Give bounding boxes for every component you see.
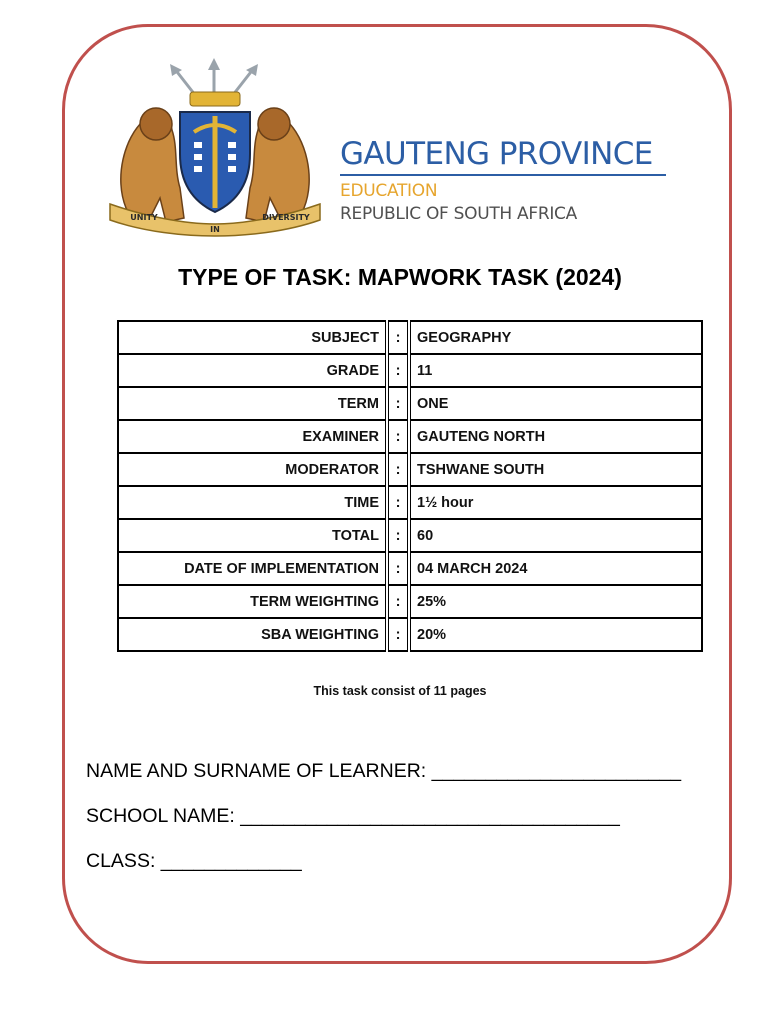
table-row <box>118 618 702 651</box>
row-separator: : <box>387 387 409 420</box>
table-row <box>118 387 702 420</box>
task-title: TYPE OF TASK: MAPWORK TASK (2024) <box>178 264 622 290</box>
row-label: TOTAL <box>118 519 387 552</box>
table-row <box>118 486 702 519</box>
province-name: GAUTENG PROVINCE <box>340 136 653 172</box>
row-label: TERM <box>118 387 387 420</box>
table-row <box>118 585 702 618</box>
row-separator: : <box>387 453 409 486</box>
department-name: EDUCATION <box>340 181 438 201</box>
row-value: ONE <box>409 387 702 420</box>
row-label: GRADE <box>118 354 387 387</box>
row-label: MODERATOR <box>118 453 387 486</box>
country-name: REPUBLIC OF SOUTH AFRICA <box>340 204 577 224</box>
brand-divider <box>340 174 666 176</box>
row-label: TIME <box>118 486 387 519</box>
task-info-table <box>117 320 703 652</box>
row-value: TSHWANE SOUTH <box>409 453 702 486</box>
row-label: DATE OF IMPLEMENTATION <box>118 552 387 585</box>
school-name-field[interactable]: SCHOOL NAME: ___________________________________ <box>86 805 620 827</box>
coat-of-arms-logo <box>104 58 326 238</box>
department-brand <box>340 136 666 224</box>
row-label: EXAMINER <box>118 420 387 453</box>
row-separator: : <box>387 420 409 453</box>
row-separator: : <box>387 552 409 585</box>
table-row <box>118 321 702 354</box>
page-count-note: This task consist of 11 pages <box>313 684 487 698</box>
row-label: TERM WEIGHTING <box>118 585 387 618</box>
row-separator: : <box>387 486 409 519</box>
table-row <box>118 552 702 585</box>
row-label: SUBJECT <box>118 321 387 354</box>
row-separator: : <box>387 519 409 552</box>
row-value: 20% <box>409 618 702 651</box>
table-row <box>118 354 702 387</box>
row-separator: : <box>387 354 409 387</box>
row-value: 1½ hour <box>409 486 702 519</box>
table-row <box>118 420 702 453</box>
row-value: 04 MARCH 2024 <box>409 552 702 585</box>
row-value: 25% <box>409 585 702 618</box>
class-field[interactable]: CLASS: _____________ <box>86 850 302 872</box>
row-value: GEOGRAPHY <box>409 321 702 354</box>
row-label: SBA WEIGHTING <box>118 618 387 651</box>
learner-name-field[interactable]: NAME AND SURNAME OF LEARNER: _______________________ <box>86 760 682 782</box>
row-separator: : <box>387 321 409 354</box>
row-separator: : <box>387 618 409 651</box>
table-row <box>118 453 702 486</box>
row-value: 60 <box>409 519 702 552</box>
motto-in: IN <box>210 225 220 234</box>
row-separator: : <box>387 585 409 618</box>
motto-unity: UNITY <box>130 213 158 222</box>
table-row <box>118 519 702 552</box>
row-value: GAUTENG NORTH <box>409 420 702 453</box>
row-value: 11 <box>409 354 702 387</box>
motto-diversity: DIVERSITY <box>262 213 310 222</box>
